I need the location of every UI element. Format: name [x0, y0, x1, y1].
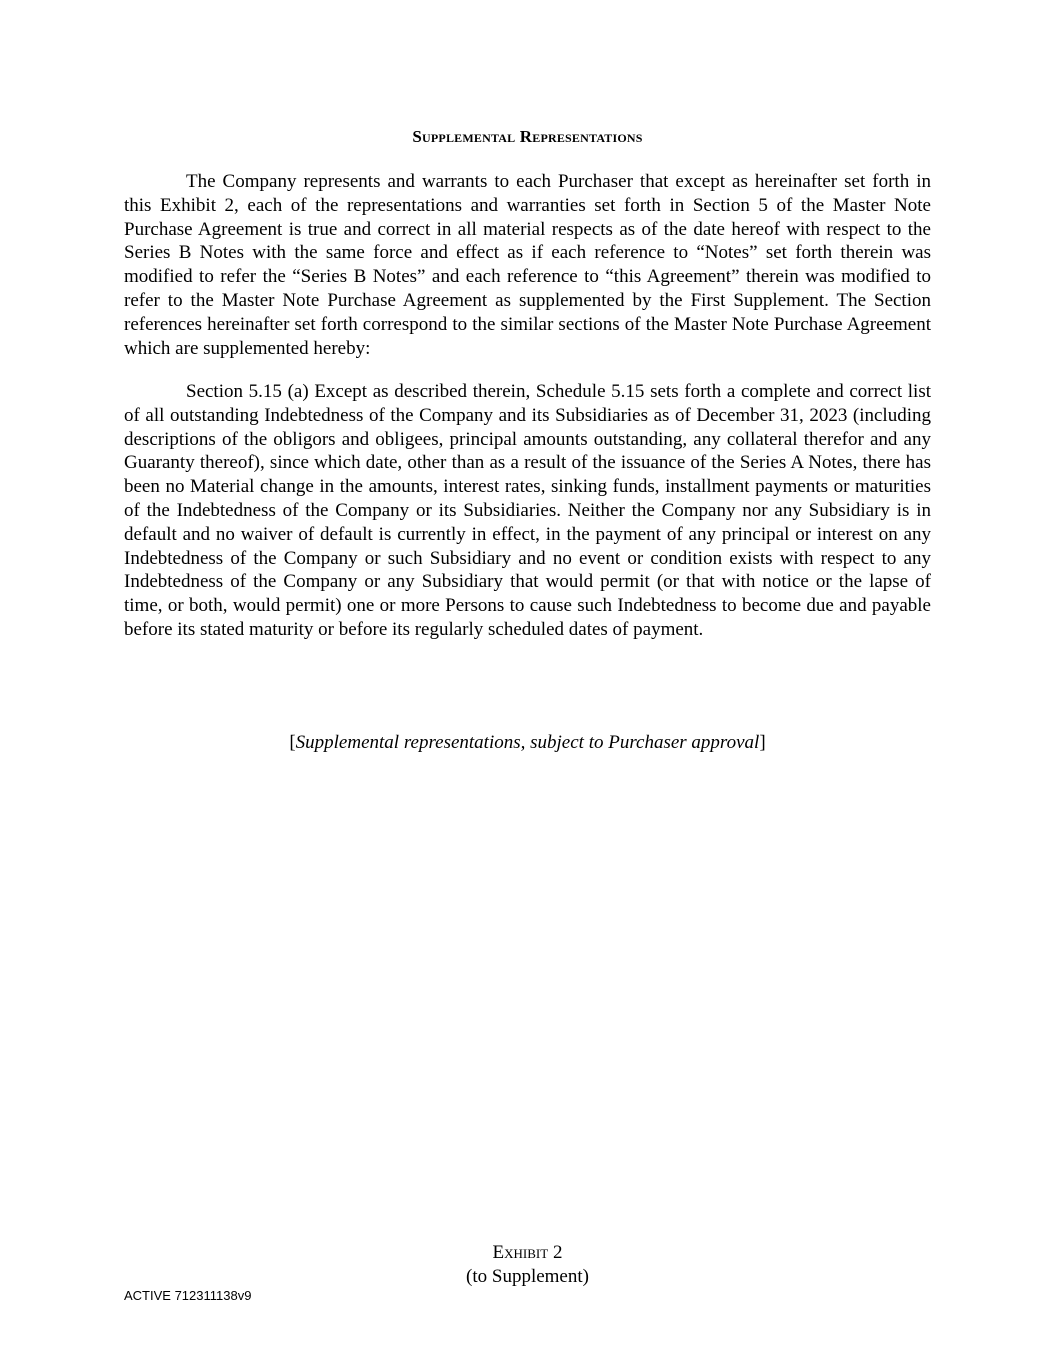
- note-open-bracket: [: [289, 732, 296, 753]
- exhibit-title: Exhibit 2: [492, 1242, 563, 1263]
- section-heading: Supplemental Representations: [412, 127, 643, 146]
- note-text: Supplemental representations, subject to Purchaser approval: [295, 732, 760, 753]
- supplemental-note: [0, 732, 1055, 754]
- paragraph-section-5-15: Section 5.15 (a) Except as described therein, Schedule 5.15 sets forth a complete and correct list of all outstanding Indebtedness of the Company and its Subsidiaries as of December 31, 2023 (including descriptions of the obligors and obligees, principal amounts outstanding, any collateral therefor and any Guaranty thereof), since which date, other than as a result of the issuance of the Series A Notes, there has been no Material change in the amounts, interest rates, sinking funds, installment payments or maturities of the Indebtedness of the Company or its Subsidiaries. Neither the Company nor any Subsidiary is in default and no waiver of default is currently in effect, in the payment of any principal or interest on any Indebtedness of the Company or such Subsidiary and no event or condition exists with respect to any Indebtedness of the Company or any Subsidiary that would permit (or that with notice or the lapse of time, or both, would permit) one or more Persons to cause such Indebtedness to become due and payable before its stated maturity or before its regularly scheduled dates of payment.: [124, 381, 931, 640]
- note-close-bracket: ]: [759, 732, 766, 753]
- exhibit-subtitle: (to Supplement): [466, 1266, 589, 1287]
- paragraph-intro: The Company represents and warrants to each Purchaser that except as hereinafter set forth in this Exhibit 2, each of the representations and warranties set forth in Section 5 of the Master Note Purchase Agreement is true and correct in all material respects as of the date hereof with respect to the Series B Notes with the same force and effect as if each reference to “Notes” set forth therein was modified to refer the “Series B Notes” and each reference to “this Agreement” therein was modified to refer to the Master Note Purchase Agreement as supplemented by the First Supplement. The Section references hereinafter set forth correspond to the similar sections of the Master Note Purchase Agreement which are supplemented hereby:: [124, 171, 931, 359]
- document-id: ACTIVE 712311138v9: [124, 1288, 252, 1303]
